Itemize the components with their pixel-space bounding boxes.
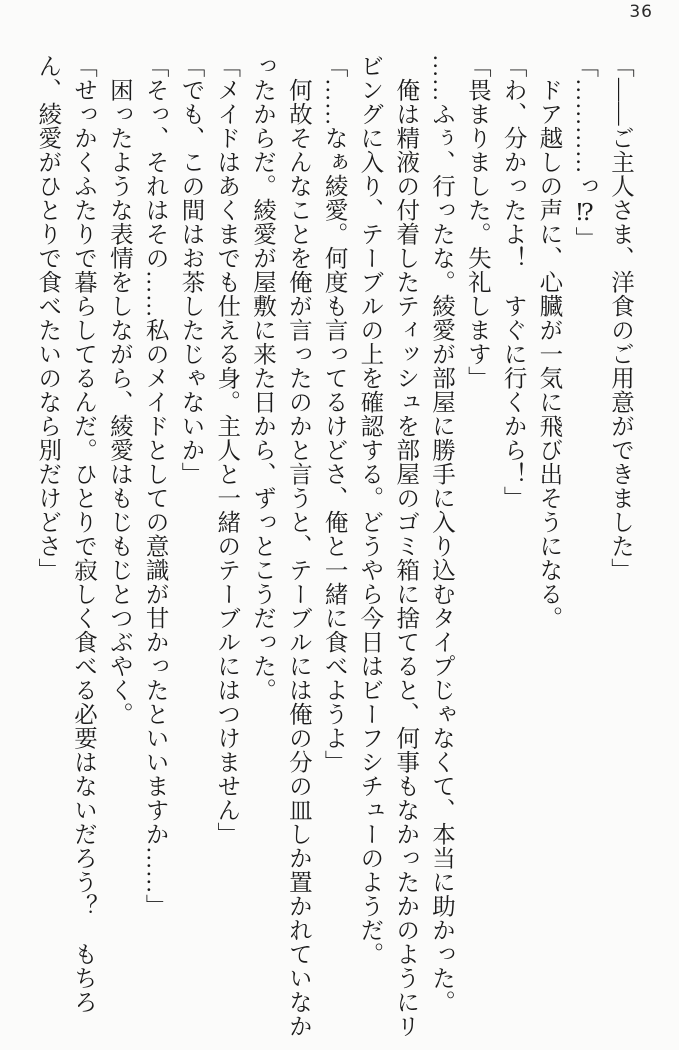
paragraph-6-narration: ……ふぅ、行ったな。綾愛が部屋に勝手に入り込むタイプじゃなくて、本当に助かった。 (428, 54, 455, 1014)
paragraph-7-narration: 俺は精液の付着したティッシュを部屋のゴミ箱に捨てると、何事もなかったかのようにリビングに入り、テーブルの上を確認する。どうやら今日はビーフシチューのようだ。 (356, 54, 419, 1038)
paragraph-4-dialogue: 「わ、分かったよ！ すぐに行くから！」 (499, 54, 526, 510)
paragraph-11-dialogue: 「でも、この間はお茶したじゃないか」 (177, 54, 204, 486)
paragraph-9-narration: 何故そんなことを俺が言ったのかと言うと、テーブルには俺の分の皿しか置かれていなかったからだ。綾愛が屋敷に来た日から、ずっとこうだった。 (249, 54, 311, 1038)
paragraph-13-narration: 困ったような表情をしながら、綾愛はもじもじとつぶやく。 (105, 54, 132, 726)
novel-text-body (28, 54, 637, 1038)
paragraph-1-dialogue: 「――ご主人さま、洋食のご用意ができました」 (607, 54, 633, 582)
paragraph-14-dialogue: 「せっかくふたりで暮らしてるんだ。ひとりで寂しく食べる必要はないだろう？ もちろん、綾愛がひとりで食べたいのなら別だけどさ」 (34, 54, 97, 1014)
paragraph-8-dialogue: 「……なぁ綾愛。何度も言ってるけどさ、俺と一緒に食べようよ」 (320, 54, 347, 774)
page-number: 36 (629, 2, 653, 22)
paragraph-2-dialogue: 「…………っ⁉」 (571, 54, 598, 251)
paragraph-10-dialogue: 「メイドはあくまでも仕える身。主人と一緒のテーブルにはつけません」 (213, 54, 240, 846)
paragraph-3-narration: ドア越しの声に、心臓が一気に飛び出そうになる。 (535, 54, 562, 630)
paragraph-5-dialogue: 「畏まりました。失礼します」 (463, 54, 490, 390)
paragraph-12-dialogue: 「そっ、それはその……私のメイドとしての意識が甘かったといいますか……」 (141, 54, 168, 918)
